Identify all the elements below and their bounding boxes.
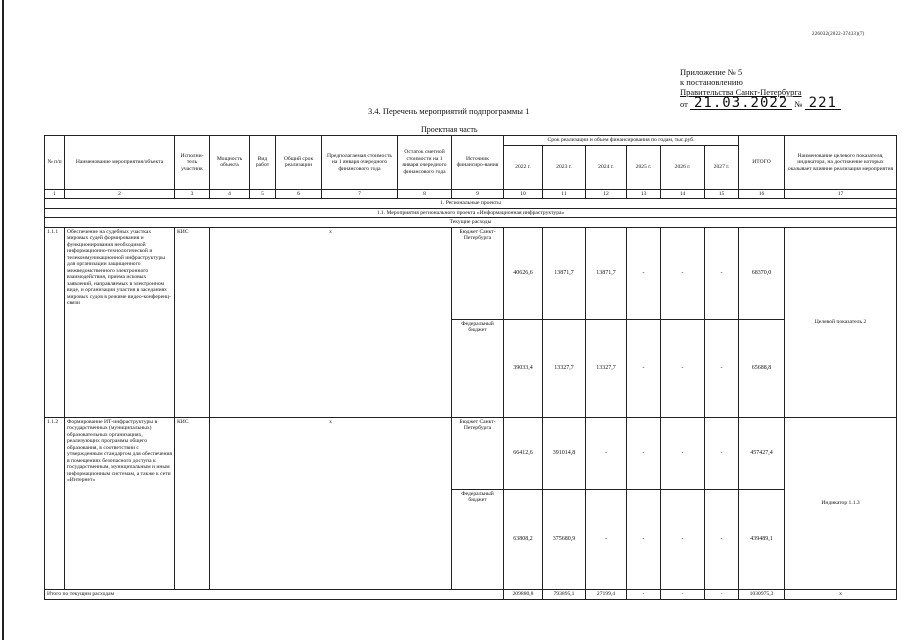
col-number: 7 — [322, 189, 398, 199]
row-name: Обеспечение на судебных участках мировых судей формирования и функционирования необходимой информационно-технологической и телекоммуникационной инфраструктуры для организации защищенного межведомственного электронного взаимодействия, приема исковых заявлений, направляемых в электронном виде, и организации участия в заседаниях мировых судов в режиме видео-конференц-связи — [65, 227, 175, 417]
col-number: 1 — [45, 189, 65, 199]
row-executor: КИС — [175, 417, 210, 589]
header-year: 2023 г. — [543, 145, 586, 189]
row-merged-cell — [210, 417, 452, 589]
header-year: 2026 г. — [661, 145, 705, 189]
header-indicator: Наименование целевого показателя, индикатора, на достижение которых оказывает влияние реализация мероприятия — [785, 136, 897, 190]
measures-table — [44, 135, 897, 600]
document-number: 226032(2022-37433)(7) — [812, 32, 865, 37]
header-source: Источник финансиро-вания — [452, 136, 504, 190]
col-number: 13 — [627, 189, 661, 199]
total-cell: 68370,0 — [739, 227, 785, 319]
section-heading: 1. Региональные проекты — [45, 199, 897, 209]
row-number: 1.1.2 — [45, 417, 65, 589]
col-number: 3 — [175, 189, 210, 199]
date-prefix: от — [680, 99, 688, 109]
col-number: 11 — [543, 189, 586, 199]
row-indicator: Целевой показатель 2 — [785, 227, 897, 417]
header-capacity: Мощность объекта — [210, 136, 250, 190]
row-executor: КИС — [175, 227, 210, 417]
col-number: 5 — [250, 189, 276, 199]
subsection-heading: 1.1. Мероприятия регионального проекта «Информационная инфраструктура» — [45, 208, 897, 218]
value-cell: 13871,7 — [586, 227, 627, 319]
header-year: 2025 г. — [627, 145, 661, 189]
value-cell: 375680,9 — [543, 489, 586, 589]
table-row — [45, 417, 897, 489]
total-cell: 439489,1 — [739, 489, 785, 589]
annex-line-3: Правительства Санкт-Петербурга — [680, 87, 802, 97]
annex-line-1: Приложение № 5 — [680, 67, 743, 77]
total-label: Итого по текущим расходам — [45, 589, 504, 599]
number-sign: № — [794, 99, 803, 109]
header-executor: Исполни-тель участник — [175, 136, 210, 190]
header-row — [45, 136, 897, 146]
value-cell: - — [627, 227, 661, 319]
page-title: 3.4. Перечень мероприятий подпрограммы 1 — [368, 106, 530, 116]
total-value: - — [705, 589, 739, 599]
header-estimated-cost: Предполагаемая стоимость на 1 января очередного финансового года — [322, 136, 398, 190]
row-number: 1.1.1 — [45, 227, 65, 417]
value-cell: 40626,6 — [504, 227, 543, 319]
col-number: 16 — [739, 189, 785, 199]
expense-type-heading: Текущие расходы — [45, 218, 897, 228]
total-mark: x — [785, 589, 897, 599]
header-year: 2022 г. — [504, 145, 543, 189]
row-indicator: Индикатор 1.1.3 — [785, 417, 897, 589]
annex-block — [680, 67, 841, 110]
table-subtitle: Проектная часть — [421, 125, 478, 134]
row-merged-cell — [210, 227, 452, 417]
value-cell: 63808,2 — [504, 489, 543, 589]
value-cell: - — [586, 417, 627, 489]
value-cell: 391014,8 — [543, 417, 586, 489]
value-cell: 13327,7 — [586, 319, 627, 417]
value-cell: - — [661, 417, 705, 489]
grand-total: 1030975,3 — [739, 589, 785, 599]
value-cell: - — [705, 489, 739, 589]
value-cell: 13871,7 — [543, 227, 586, 319]
value-cell: - — [661, 319, 705, 417]
value-cell: - — [705, 227, 739, 319]
value-cell: - — [705, 319, 739, 417]
annex-line-2: к постановлению — [680, 77, 743, 87]
header-num: № п/п — [45, 136, 65, 190]
funding-source: Бюджет Санкт-Петербурга — [452, 227, 504, 319]
value-cell: 66412,6 — [504, 417, 543, 489]
funding-source: Федеральный бюджет — [452, 319, 504, 417]
funding-source: Федеральный бюджет — [452, 489, 504, 589]
header-year: 2027 г. — [705, 145, 739, 189]
row-mark: x — [329, 418, 332, 425]
value-cell: 13327,7 — [543, 319, 586, 417]
header-term: Общий срок реализации — [276, 136, 322, 190]
header-name: Наименование мероприятия/объекта — [65, 136, 175, 190]
total-row — [45, 589, 897, 599]
col-number: 10 — [504, 189, 543, 199]
value-cell: - — [586, 489, 627, 589]
col-number: 14 — [661, 189, 705, 199]
value-cell: - — [661, 227, 705, 319]
funding-source: Бюджет Санкт-Петербурга — [452, 417, 504, 489]
value-cell: - — [705, 417, 739, 489]
total-value: - — [627, 589, 661, 599]
col-number: 8 — [398, 189, 452, 199]
annex-date-line — [680, 97, 841, 110]
handwritten-number: 221 — [805, 97, 841, 110]
col-number: 15 — [705, 189, 739, 199]
header-total: ИТОГО — [739, 136, 785, 190]
header-work-type: Вид работ — [250, 136, 276, 190]
row-mark: x — [329, 228, 332, 235]
col-number: 6 — [276, 189, 322, 199]
col-number: 9 — [452, 189, 504, 199]
total-value: 209880,8 — [504, 589, 543, 599]
value-cell: - — [661, 489, 705, 589]
total-cell: 65688,8 — [739, 319, 785, 417]
col-number: 17 — [785, 189, 897, 199]
column-numbers-row — [45, 189, 897, 199]
value-cell: - — [627, 489, 661, 589]
value-cell: - — [627, 319, 661, 417]
header-estimate-balance: Остаток сметной стоимости на 1 января очередного финансового года — [398, 136, 452, 190]
page-edge-line — [2, 0, 4, 640]
total-value: 793895,1 — [543, 589, 586, 599]
col-number: 2 — [65, 189, 175, 199]
header-period-group: Срок реализации и объем финансирования по годам, тыс.руб. — [504, 136, 739, 146]
total-value: 27199,4 — [586, 589, 627, 599]
header-year: 2024 г. — [586, 145, 627, 189]
total-value: - — [661, 589, 705, 599]
value-cell: - — [627, 417, 661, 489]
handwritten-date: 21.03.2022 — [690, 97, 792, 110]
row-name: Формирование ИТ-инфраструктуры в государственных (муниципальных) образовательных организациях, реализующих программы общего образования, в соответствии с утвержденным стандартом для обеспечения в помещениях безопасного доступа к государственным, муниципальным и иным информационным системам, а также к сети «Интернет» — [65, 417, 175, 589]
table-row — [45, 227, 897, 319]
value-cell: 39033,4 — [504, 319, 543, 417]
col-number: 4 — [210, 189, 250, 199]
total-cell: 457427,4 — [739, 417, 785, 489]
col-number: 12 — [586, 189, 627, 199]
